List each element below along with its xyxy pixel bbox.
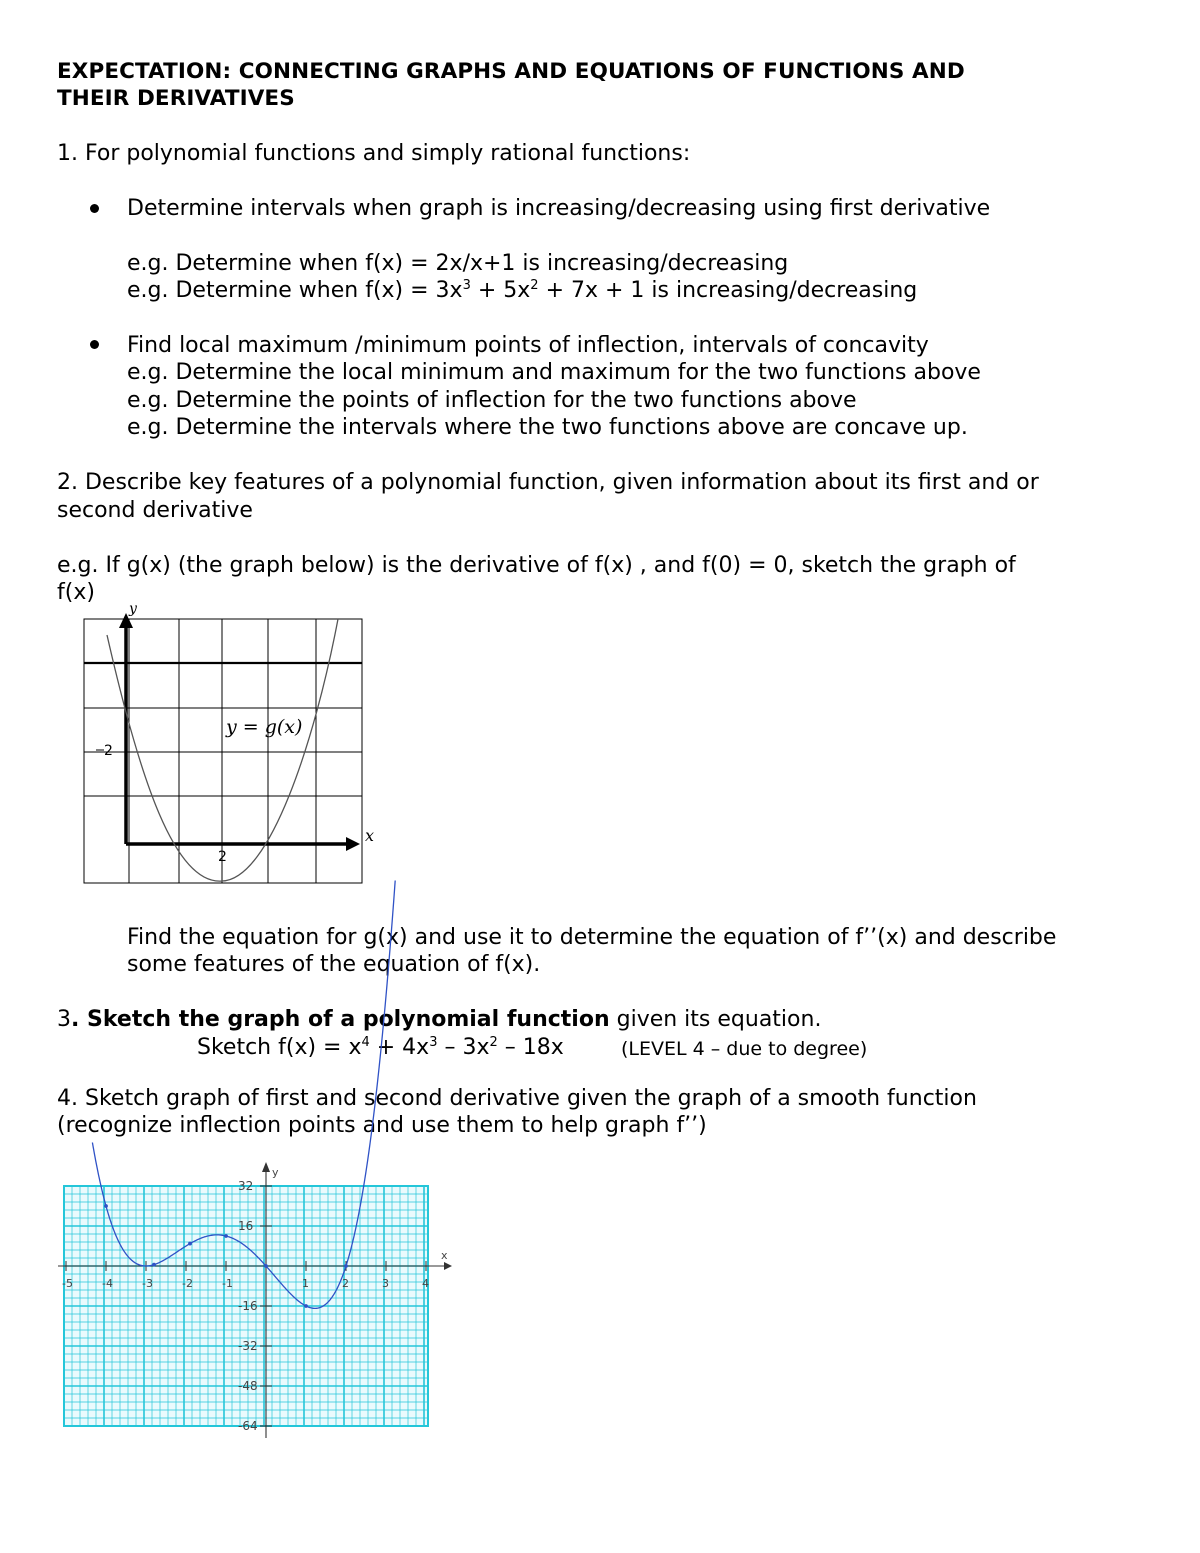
section3-sketch-equation: Sketch $f(x) = x^4 + 4x^3 - 3x^2 - 18x$ [197,1035,564,1060]
section4-line2: (recognize inflection points and use them to help graph f’’) [57,1113,707,1138]
page-title-line1: EXPECTATION: CONNECTING GRAPHS AND EQUATIONS OF FUNCTIONS AND [57,59,965,84]
section3-heading: 3. Sketch the graph of a polynomial function given its equation. [57,1007,822,1032]
x-tick-label: -2 [182,1277,193,1290]
curve-point [224,1234,228,1238]
y-tick-label: -64 [238,1419,258,1433]
x-tick-label: -4 [102,1277,113,1290]
curve-point [104,1204,108,1208]
section1-example4: e.g. Determine the points of inflection for the two functions above [127,388,857,413]
x-tick-label: 4 [422,1277,429,1290]
section2-heading-line1: 2. Describe key features of a polynomial function, given information about its first and or [57,470,1039,495]
curve-point [304,1304,308,1308]
curve-point [344,1264,348,1268]
section1-bullet1: Determine intervals when graph is increasing/decreasing using first derivative [127,196,991,221]
y-tick-label: -16 [238,1299,258,1313]
y-axis-label: y [129,601,137,617]
page-title-line2: THEIR DERIVATIVES [57,86,295,111]
curve-label: y = g(x) [226,716,303,738]
y-tick-label: 32 [238,1179,254,1193]
y-tick-label: 2 [104,743,113,759]
curve-point [188,1242,192,1246]
section2-example-line1: e.g. If g(x) (the graph below) is the derivative of f(x) , and f(0) = 0, sketch the graph of [57,553,1016,578]
x-axis-arrow [444,1262,452,1270]
section2-heading-line2: second derivative [57,498,253,523]
section1-heading: 1. For polynomial functions and simply rational functions: [57,141,691,166]
y-tick-label: -48 [238,1379,258,1393]
y-tick-label: -32 [238,1339,258,1353]
section1-example1: e.g. Determine when f(x) = 2x/x+1 is increasing/decreasing [127,251,789,276]
x-tick-label: 1 [302,1277,309,1290]
section2-example-line2: f(x) [57,580,95,605]
x-tick-label: 2 [218,849,227,865]
section1-example5: e.g. Determine the intervals where the two functions above are concave up. [127,415,968,440]
x-tick-label: -5 [62,1277,73,1290]
x-tick-label: -1 [222,1277,233,1290]
x-tick-label: 3 [382,1277,389,1290]
section4-line1: 4. Sketch graph of first and second derivative given the graph of a smooth function [57,1086,977,1111]
x-axis-label: x [441,1249,448,1262]
y-axis-arrow [262,1162,270,1172]
y-tick-label: 16 [238,1219,254,1233]
x-tick-label: 2 [342,1277,349,1290]
curve-point [264,1264,268,1268]
curve-point [152,1263,156,1267]
smooth-function-graph [0,0,470,1450]
section1-bullet2: Find local maximum /minimum points of inflection, intervals of concavity [127,333,929,358]
x-tick-label: -3 [142,1277,153,1290]
y-axis-label: y [272,1166,279,1179]
section1-example2: e.g. Determine when $f(x) = 3x^3 + 5x^2 + 7x + 1$ is increasing/decreasing [127,278,918,303]
section3-level-note: (LEVEL 4 – due to degree) [621,1038,868,1060]
section2-find-line2: some features of the equation of f(x). [127,952,541,977]
x-axis-label: x [365,826,375,845]
section1-example3: e.g. Determine the local minimum and maximum for the two functions above [127,360,981,385]
section2-find-line1: Find the equation for g(x) and use it to determine the equation of f’’(x) and describe [127,925,1057,950]
